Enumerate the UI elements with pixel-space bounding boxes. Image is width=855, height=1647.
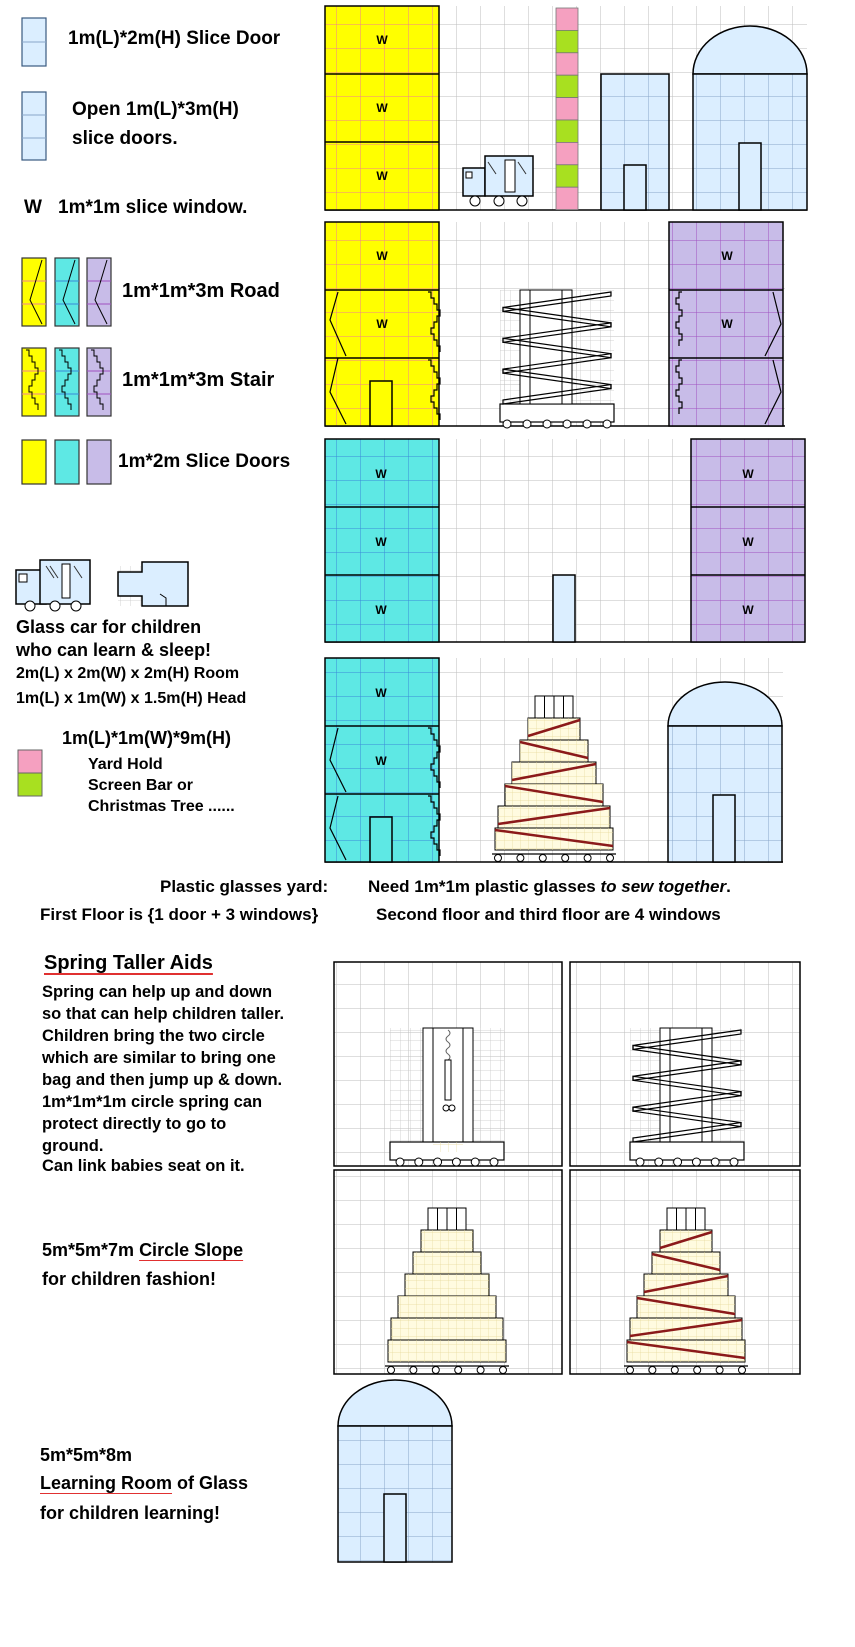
stair-icon-lavender <box>87 348 111 416</box>
bar-segment <box>556 165 578 187</box>
wheel <box>711 1158 719 1166</box>
spring-panel-spiral <box>570 962 800 1166</box>
slice-door-icon-lavender <box>87 440 111 484</box>
learning-size: 5m*5m*8m <box>40 1445 133 1465</box>
spring-line: protect directly to go to <box>42 1115 227 1133</box>
window-w-label: W <box>376 33 388 47</box>
slope-subtitle: for children fashion! <box>42 1269 217 1289</box>
slice-door-icon-yellow <box>22 440 46 484</box>
road-icon-lavender <box>87 258 111 326</box>
window-w-label: W <box>376 169 388 183</box>
spring-extra: Can link babies seat on it. <box>42 1157 245 1175</box>
legend-road-label: 1m*1m*3m Road <box>122 280 280 302</box>
legend-door-3m-label-2: slice doors. <box>72 128 178 149</box>
glass-car-side-icon <box>16 560 90 611</box>
slope-panel-ramp <box>570 1170 800 1374</box>
bar-line-2: Screen Bar or <box>88 777 193 794</box>
wheel <box>490 1158 498 1166</box>
slice-door-icon-cyan <box>55 440 79 484</box>
wheel <box>388 1367 395 1374</box>
wheel <box>432 1367 439 1374</box>
legend-slice-doors-label: 1m*2m Slice Doors <box>118 451 291 472</box>
legend-door-2m-icon <box>22 18 46 66</box>
window-w-label: W <box>742 467 754 481</box>
wheel <box>674 1158 682 1166</box>
panel-4-slope-and-dome <box>325 658 783 862</box>
legend-door-3m-label-1: Open 1m(L)*3m(H) <box>72 99 239 120</box>
note-need: Need 1m*1m plastic glasses to sew together. <box>368 877 731 896</box>
bar-segment <box>556 8 578 30</box>
bar-segment <box>556 187 578 209</box>
glass-car-plan-icon <box>118 562 188 606</box>
wheel <box>471 1158 479 1166</box>
window-w-label: W <box>376 317 388 331</box>
spring-title: Spring Taller Aids <box>44 952 213 974</box>
window-w-label: W <box>742 603 754 617</box>
car-text-2: who can learn & sleep! <box>16 640 212 660</box>
wheel <box>415 1158 423 1166</box>
window-w-label: W <box>375 754 387 768</box>
spring-panel-straight <box>334 962 562 1166</box>
window-w-label: W <box>375 467 387 481</box>
window-w-label: W <box>721 317 733 331</box>
window-w-label: W <box>721 249 733 263</box>
spring-line: Spring can help up and down <box>42 983 273 1001</box>
legend-door-2m-label: 1m(L)*2m(H) Slice Door <box>68 28 281 49</box>
tower-level-grid <box>391 1318 503 1340</box>
bar-segment <box>556 53 578 75</box>
wheel <box>671 1367 678 1374</box>
wheel <box>396 1158 404 1166</box>
wheel <box>503 420 511 428</box>
bar-line-3: Christmas Tree ...... <box>88 798 235 815</box>
wheel <box>523 420 531 428</box>
road-icon-yellow <box>22 258 46 326</box>
legend-door-3m-icon <box>22 92 46 160</box>
wheel <box>543 420 551 428</box>
road-icon-cyan <box>55 258 79 326</box>
window-w-label: W <box>375 686 387 700</box>
wheel <box>584 855 591 862</box>
bar-segment <box>556 75 578 97</box>
bar-segment <box>556 142 578 164</box>
wheel <box>477 1367 484 1374</box>
spring-line: so that can help children taller. <box>42 1005 285 1023</box>
stair-icon-yellow <box>22 348 46 416</box>
wheel <box>452 1158 460 1166</box>
bar-segment <box>556 120 578 142</box>
wheel <box>500 1367 507 1374</box>
slope-panel-plain <box>334 1170 562 1374</box>
car-text-1: Glass car for children <box>16 617 202 637</box>
bar-segment <box>556 30 578 52</box>
panel-3-windows <box>325 439 805 642</box>
note-first-floor: First Floor is {1 door + 3 windows} <box>40 905 319 924</box>
learning-subtitle: for children learning! <box>40 1503 221 1523</box>
wheel <box>517 855 524 862</box>
spring-line: 1m*1m*1m circle spring can <box>42 1093 263 1111</box>
note-yard-label: Plastic glasses yard: <box>160 877 329 896</box>
wheel <box>455 1367 462 1374</box>
wheel <box>539 855 546 862</box>
tower-level-grid <box>421 1230 473 1252</box>
wheel <box>563 420 571 428</box>
note-second-floor: Second floor and third floor are 4 windows <box>376 905 721 924</box>
wheel <box>730 1158 738 1166</box>
stair-icon-cyan <box>55 348 79 416</box>
window-w-label: W <box>742 535 754 549</box>
panel-1-glass-car-and-doors <box>325 6 807 210</box>
spring-description <box>42 981 284 1157</box>
bar-title: 1m(L)*1m(W)*9m(H) <box>62 728 232 748</box>
car-text-4: 1m(L) x 1m(W) x 1.5m(H) Head <box>16 690 247 707</box>
wheel <box>562 855 569 862</box>
learning-room-drawing <box>338 1380 452 1562</box>
wheel <box>495 855 502 862</box>
legend-stair-label: 1m*1m*3m Stair <box>122 369 275 391</box>
wheel <box>603 420 611 428</box>
window-w-label: W <box>375 603 387 617</box>
wheel <box>410 1367 417 1374</box>
wheel <box>692 1158 700 1166</box>
wheel <box>636 1158 644 1166</box>
window-w-label: W <box>376 101 388 115</box>
learning-title: Learning Room of Glass <box>40 1473 249 1493</box>
spring-line: bag and then jump up & down. <box>42 1071 283 1089</box>
panel-2-road-and-spiral <box>325 222 785 428</box>
spring-line: Children bring the two circle <box>42 1027 265 1045</box>
wheel <box>716 1367 723 1374</box>
car-text-3: 2m(L) x 2m(W) x 2m(H) Room <box>16 665 240 682</box>
wheel <box>434 1158 442 1166</box>
bar-line-1: Yard Hold <box>88 756 163 773</box>
wheel <box>655 1158 663 1166</box>
wheel <box>649 1367 656 1374</box>
legend-window-symbol: W <box>24 197 42 218</box>
wheel <box>583 420 591 428</box>
window-w-label: W <box>376 249 388 263</box>
tower-level-grid <box>405 1274 489 1296</box>
wheel <box>739 1367 746 1374</box>
tower-level-grid <box>398 1296 496 1318</box>
yard-bar-icon <box>18 750 42 796</box>
spring-line: which are similar to bring one <box>42 1049 276 1067</box>
legend-window-label: 1m*1m slice window. <box>58 197 248 218</box>
slope-title: 5m*5m*7m Circle Slope <box>42 1240 244 1260</box>
bar-segment <box>556 98 578 120</box>
wheel <box>694 1367 701 1374</box>
tower-level-grid <box>388 1340 506 1362</box>
wheel <box>607 855 614 862</box>
spring-line: ground. <box>42 1137 104 1155</box>
window-w-label: W <box>375 535 387 549</box>
tower-level-grid <box>413 1252 481 1274</box>
wheel <box>627 1367 634 1374</box>
